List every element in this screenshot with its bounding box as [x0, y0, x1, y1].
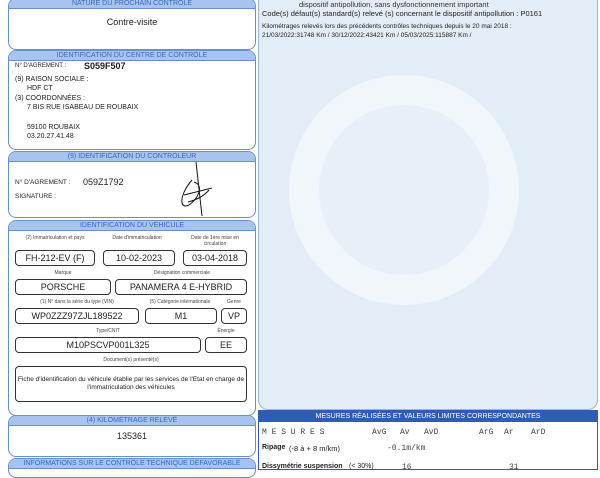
- km-value: 135361: [116, 431, 148, 441]
- city: 59100 ROUBAIX: [27, 124, 80, 131]
- vehicle-header: IDENTIFICATION DU VÉHICULE: [9, 221, 255, 231]
- col-av: Av: [400, 428, 410, 437]
- centre-agrement: S059F507: [84, 61, 126, 71]
- ripage-label: Ripage: [262, 444, 286, 451]
- first-circ-label: Date de 1ère mise en circulation: [191, 235, 239, 247]
- energie-label: Énergie: [217, 328, 235, 334]
- ripage-limit: (-8 à + 8 m/km): [289, 444, 341, 453]
- centre-section: [8, 50, 256, 150]
- designation-label: Désignation commerciale: [153, 270, 211, 276]
- categorie-label: (5) Catégorie internationale: [149, 299, 211, 305]
- vin-label: (1) N° dans la série du type (VIN): [40, 299, 114, 305]
- coord-label: (3) COORDONNÉES :: [15, 95, 86, 102]
- designation-field: PANAMERA 4 E-HYBRID: [115, 279, 247, 295]
- raison: HDF CT: [27, 85, 53, 92]
- defects-panel: [258, 0, 598, 410]
- infos-header: INFORMATIONS SUR LE CONTRÔLE TECHNIQUE DÉFAVORABLE: [9, 459, 255, 469]
- km-history: 21/03/2022:31748 Km / 30/12/2022:43421 Km / 05/03/2025:115887 Km /: [262, 32, 472, 39]
- next-control-header: NATURE DU PROCHAIN CONTRÔLE: [9, 0, 255, 9]
- watermark-inner: [319, 105, 489, 275]
- measures-header: MESURES RÉALISÉES ET VALEURS LIMITES CORRESPONDANTES: [259, 411, 597, 422]
- cnit-label: Type/CNIT: [96, 328, 120, 334]
- col-avd: AvD: [424, 428, 439, 437]
- measures-title: M E S U R E S: [262, 428, 325, 437]
- immat-field: FH-212-EV (F): [15, 250, 95, 266]
- dissym-av: 16: [402, 463, 412, 472]
- measures-section: [258, 410, 598, 470]
- docs-label: Document(s) présenté(s): [103, 357, 159, 363]
- immat-label: (2) Immatriculation et pays: [25, 235, 85, 241]
- col-ard: ArD: [531, 428, 546, 437]
- date-immat-field: 10-02-2023: [103, 250, 175, 266]
- centre-agrement-label: N° D'AGREMENT :: [15, 63, 67, 69]
- genre-field: VP: [221, 308, 247, 324]
- phone: 03.20.27.41.48: [27, 133, 74, 140]
- defect-text: dispositif antipollution, sans dysfonctionnement important: [299, 0, 489, 9]
- pollution-code: Code(s) défaut(s) standard(s) relevé (s) concernant le dispositif antipollution : P0161: [262, 9, 543, 18]
- vin-field: WP0ZZZ97ZJL189522: [15, 308, 139, 324]
- dissym-ar: 31: [509, 463, 519, 472]
- categorie-field: M1: [145, 308, 217, 324]
- col-ar: Ar: [504, 428, 514, 437]
- vehicle-section: [8, 220, 256, 416]
- next-control-value: Contre-visite: [106, 17, 158, 27]
- col-arg: ArG: [479, 428, 494, 437]
- km-history-title: Kilométrages relevés lors des précédents contrôles techniques depuis le 20 mai 2018 :: [262, 23, 512, 30]
- address: 7 BIS RUE ISABEAU DE ROUBAIX: [27, 104, 139, 111]
- signature-label: SIGNATURE :: [15, 193, 57, 200]
- raison-label: (9) RAISON SOCIALE :: [15, 76, 89, 83]
- genre-label: Genre: [227, 299, 241, 305]
- next-control-section: [8, 0, 256, 50]
- controleur-section: [8, 151, 256, 218]
- col-avg: AvG: [372, 428, 387, 437]
- marque-label: Marque: [54, 270, 72, 276]
- controleur-agrement-label: N° D'AGREMENT :: [15, 179, 71, 186]
- date-immat-label: Date d'immatriculation: [112, 235, 162, 241]
- dissym-label: Dissymétrie suspension: [262, 463, 343, 470]
- km-section: [8, 415, 256, 457]
- km-header: (4) KILOMÉTRAGE RELEVÉ: [9, 416, 255, 426]
- marque-field: PORSCHE: [15, 279, 111, 295]
- first-circ-field: 03-04-2018: [183, 250, 247, 266]
- cnit-field: M10PSCVP001L325: [15, 337, 201, 353]
- infos-section: [8, 458, 256, 478]
- controleur-agrement: 059Z1792: [83, 177, 124, 187]
- centre-header: IDENTIFICATION DU CENTRE DE CONTRÔLE: [9, 51, 255, 61]
- signature-image: [174, 160, 214, 218]
- energie-field: EE: [205, 337, 247, 353]
- controleur-header: (9) IDENTIFICATION DU CONTRÔLEUR: [9, 152, 255, 162]
- dissym-limit: (< 30%): [349, 463, 374, 470]
- ripage-value: -0.1m/km: [387, 444, 426, 453]
- docs-field: Fiche d'identification du véhicule établie par les services de l'Etat en charge de l'immatriculation des véhicules: [15, 366, 247, 402]
